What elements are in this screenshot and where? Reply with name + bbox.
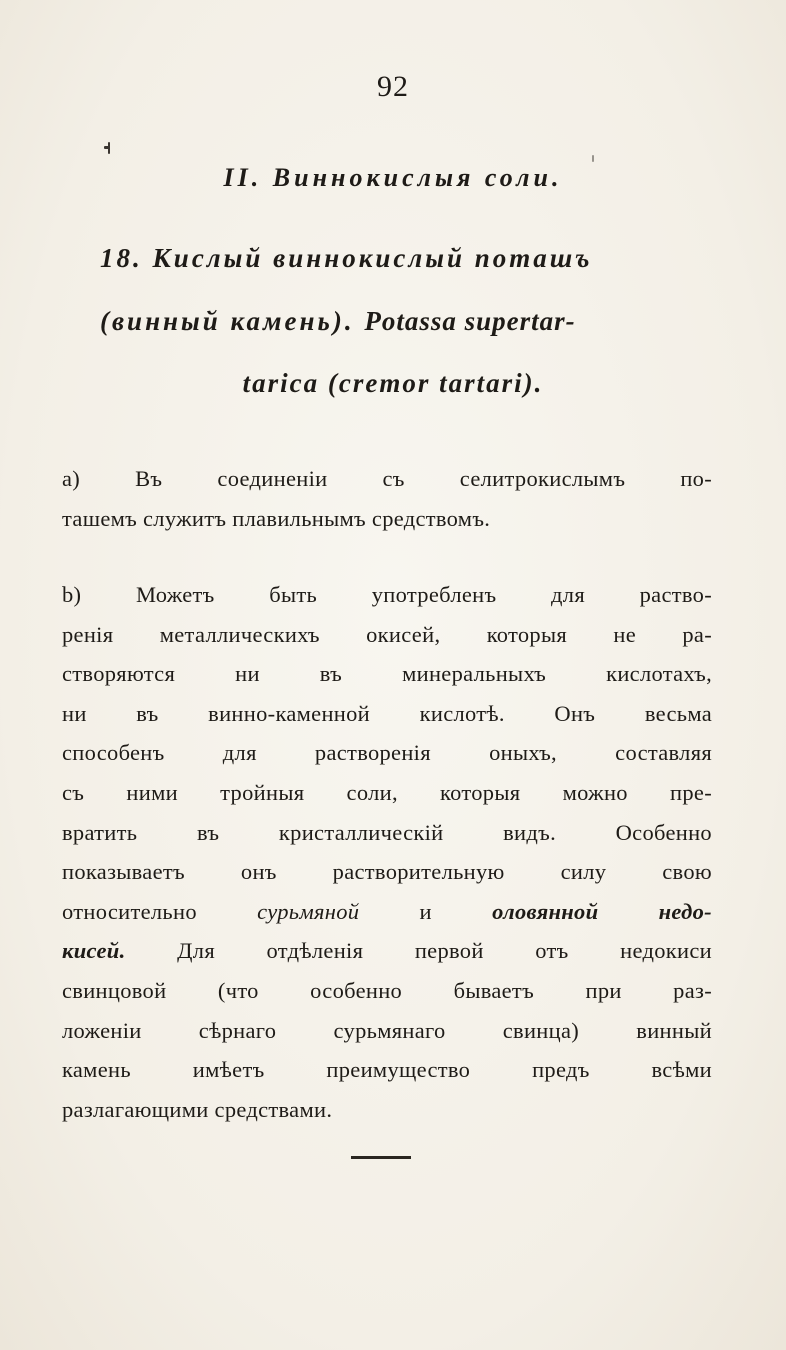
text-line: свинцовой (что особенно бываетъ при раз- <box>62 977 712 1003</box>
text-segment: относительно <box>62 898 197 924</box>
text-line: ренія металлическихъ окисей, которыя не ра- <box>62 621 712 647</box>
italic-term-oxides: кисей. <box>62 938 126 964</box>
item-heading-russian-name: (винный камень). <box>100 306 355 336</box>
text-line: вратить въ кристаллическій видъ. Особенно <box>62 819 712 845</box>
item-heading-latin-name: Potassa supertar- <box>364 306 576 336</box>
print-speck <box>592 155 594 162</box>
text-line: a) Въ соединеніи съ селитрокислымъ по- <box>62 466 712 491</box>
text-line: b) Можетъ быть употребленъ для раство- <box>62 582 712 607</box>
italic-term-tin: оловянной недо- <box>492 898 712 924</box>
page-number: 92 <box>377 70 409 103</box>
text-segment: Для отдѣленія первой отъ недокиси <box>177 938 712 964</box>
text-segment: и <box>419 898 432 924</box>
item-heading-line-1: 18. Кислый виннокислый поташъ <box>100 243 593 273</box>
text-line: ни въ винно-каменной кислотѣ. Онъ весьма <box>62 700 712 726</box>
text-line: показываетъ онъ растворительную силу свою <box>62 859 712 885</box>
italic-term-antimony: сурьмяной <box>257 898 360 924</box>
section-heading: II. Виннокислыя соли. <box>223 163 563 192</box>
text-line: ложеніи сѣрнаго сурьмянаго свинца) винный <box>62 1017 712 1043</box>
text-line: съ ними тройныя соли, которыя можно пре- <box>62 779 712 805</box>
paragraph-a <box>62 459 712 538</box>
text-line-mixed <box>62 931 712 971</box>
text-line: створяются ни въ минеральныхъ кислотахъ, <box>62 661 712 687</box>
print-speck <box>108 142 110 154</box>
paragraph-b <box>62 575 712 1129</box>
text-line: способенъ для растворенія оныхъ, составляя <box>62 740 712 766</box>
item-heading-line-3: tarica (cremor tartari). <box>242 368 544 398</box>
text-line: разлагающими средствами. <box>62 1096 333 1122</box>
section-end-rule <box>351 1156 411 1159</box>
text-line: ташемъ служитъ плавильнымъ средствомъ. <box>62 505 491 531</box>
item-heading-line-2 <box>100 306 710 337</box>
text-line: камень имѣетъ преимущество предъ всѣми <box>62 1057 712 1083</box>
text-line-mixed <box>62 892 712 932</box>
